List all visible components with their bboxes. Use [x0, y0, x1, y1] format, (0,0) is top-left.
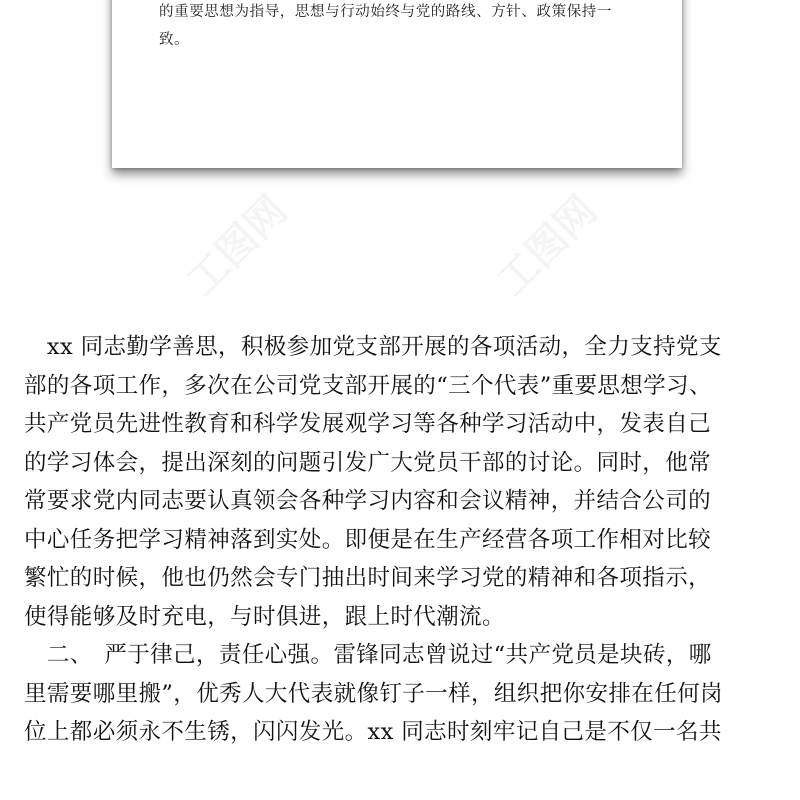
body-text	[24, 328, 784, 752]
card-line: 的重要思想为指导，思想与行动始终与党的路线、方针、政策保持一	[159, 4, 612, 20]
paragraph-line: 二、 严于律己，责任心强。雷锋同志曾说过“共产党员是块砖，哪	[24, 642, 712, 668]
paragraph-line: 使得能够及时充电，与时俱进，跟上时代潮流。	[24, 603, 505, 630]
watermark	[482, 181, 607, 306]
paragraph-line: 位上都必须永不生锈，闪闪发光。xx 同志时刻牢记自己是不仅一名共	[24, 719, 722, 745]
paragraph-line: 共产党员先进性教育和科学发展观学习等各种学习活动中，发表自己	[24, 411, 712, 437]
paragraph-line: 繁忙的时候，他也仍然会专门抽出时间来学习党的精神和各项指示，	[24, 565, 712, 591]
quote-card-text	[159, 0, 649, 54]
quote-card	[112, 0, 682, 168]
paragraph-line: 部的各项工作，多次在公司党支部开展的“三个代表”重要思想学习、	[24, 372, 712, 399]
paragraph-line: 中心任务把学习精神落到实处。即便是在生产经营各项工作相对比较	[24, 526, 712, 553]
watermark	[172, 181, 297, 306]
paragraph-line: 里需要哪里搬”，优秀人大代表就像钉子一样，组织把你安排在任何岗	[24, 680, 723, 707]
card-line: 致。	[159, 32, 190, 48]
paragraph-line: xx 同志勤学善思，积极参加党支部开展的各项活动，全力支持党支	[24, 334, 722, 360]
paragraph-line: 常要求党内同志要认真领会各种学习内容和会议精神，并结合公司的	[24, 488, 712, 514]
paragraph-line: 的学习体会，提出深刻的问题引发广大党员干部的讨论。同时，他常	[24, 449, 712, 476]
